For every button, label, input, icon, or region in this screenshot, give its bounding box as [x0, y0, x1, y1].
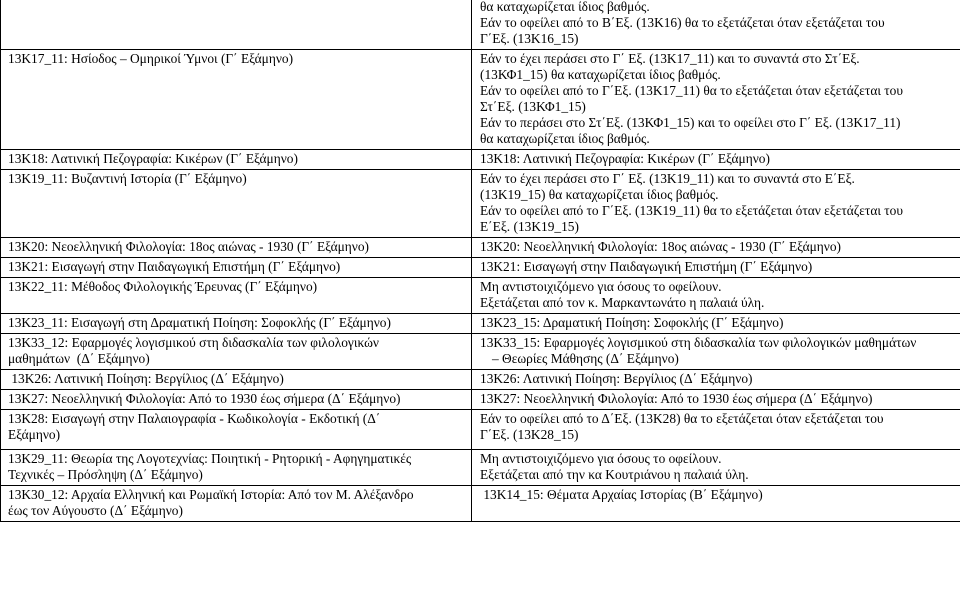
table-row [1, 314, 960, 334]
table-body [1, 0, 960, 522]
cell-text-line: Εάν το οφείλει από το Γ΄Εξ. (13Κ19_11) θα το εξετάζεται όταν εξετάζεται του [480, 203, 903, 218]
new-course-cell [472, 390, 960, 410]
new-course-cell [472, 334, 960, 370]
table-row [1, 450, 960, 486]
old-course-cell [1, 334, 472, 370]
old-course-cell [1, 314, 472, 334]
new-course-cell [472, 410, 960, 450]
cell-text-line: Εξετάζεται από τον κ. Μαρκαντωνάτο η παλαιά ύλη. [480, 295, 765, 310]
cell-text-line: έως τον Αύγουστο (Δ΄ Εξάμηνο) [8, 503, 183, 518]
cell-text-line: Εάν το περάσει στο Στ΄Εξ. (13ΚΦ1_15) και το οφείλει στο Γ΄ Εξ. (13Κ17_11) [480, 115, 901, 130]
old-course-cell [1, 0, 472, 50]
new-course-cell [472, 486, 960, 522]
new-course-cell [472, 150, 960, 170]
table-row [1, 390, 960, 410]
table-row [1, 334, 960, 370]
cell-text-line: 13Κ33_15: Εφαρμογές λογισμικού στη διδασκαλία των φιλολογικών μαθημάτων [480, 335, 917, 350]
cell-text-line: 13Κ27: Νεοελληνική Φιλολογία: Από το 1930 έως σήμερα (Δ΄ Εξάμηνο) [8, 391, 401, 406]
old-course-cell [1, 450, 472, 486]
new-course-cell [472, 238, 960, 258]
cell-text-line: 13Κ18: Λατινική Πεζογραφία: Κικέρων (Γ΄ Εξάμηνο) [480, 151, 770, 166]
cell-text-line: – Θεωρίες Μάθησης (Δ΄ Εξάμηνο) [492, 351, 679, 366]
cell-text-line: 13Κ26: Λατινική Ποίηση: Βεργίλιος (Δ΄ Εξάμηνο) [8, 371, 284, 386]
new-course-cell [472, 170, 960, 238]
cell-text-line: Εάν το οφείλει από το Γ΄Εξ. (13Κ17_11) θα το εξετάζεται όταν εξετάζεται του [480, 83, 903, 98]
cell-text-line: 13Κ30_12: Αρχαία Ελληνική και Ρωμαϊκή Ιστορία: Από τον Μ. Αλέξανδρο [8, 487, 414, 502]
cell-text-line: Ε΄Εξ. (13Κ19_15) [480, 219, 579, 234]
new-course-cell [472, 370, 960, 390]
table-row [1, 50, 960, 150]
cell-text-line: θα καταχωρίζεται ίδιος βαθμός. [480, 0, 650, 14]
cell-text-line: μαθημάτων (Δ΄ Εξάμηνο) [8, 351, 150, 366]
old-course-cell [1, 390, 472, 410]
new-course-cell [472, 0, 960, 50]
table-row [1, 486, 960, 522]
table-row [1, 0, 960, 50]
old-course-cell [1, 50, 472, 150]
cell-text-line: Εάν το οφείλει από το Β΄Εξ. (13Κ16) θα το εξετάζεται όταν εξετάζεται του [480, 15, 885, 30]
new-course-cell [472, 314, 960, 334]
new-course-cell [472, 278, 960, 314]
cell-text-line: Εξάμηνο) [8, 427, 61, 442]
table-row [1, 170, 960, 238]
cell-text-line: Μη αντιστοιχιζόμενο για όσους το οφείλουν. [480, 451, 722, 466]
table-row [1, 370, 960, 390]
old-course-cell [1, 150, 472, 170]
cell-text-line: 13Κ23_11: Εισαγωγή στη Δραματική Ποίηση: Σοφοκλής (Γ΄ Εξάμηνο) [8, 315, 391, 330]
cell-text-line: 13Κ22_11: Μέθοδος Φιλολογικής Έρευνας (Γ΄ Εξάμηνο) [8, 279, 318, 294]
cell-text-line: 13Κ14_15: Θέματα Αρχαίας Ιστορίας (Β΄ Εξάμηνο) [480, 487, 763, 502]
cell-text-line: 13Κ33_12: Εφαρμογές λογισμικού στη διδασκαλία των φιλολογικών [8, 335, 379, 350]
cell-text-line: 13Κ17_11: Ησίοδος – Ομηρικοί Ύμνοι (Γ΄ Εξάμηνο) [8, 51, 294, 66]
old-course-cell [1, 170, 472, 238]
cell-text-line: Γ΄Εξ. (13Κ16_15) [480, 31, 579, 46]
new-course-cell [472, 50, 960, 150]
cell-text-line: (13Κ19_15) θα καταχωρίζεται ίδιος βαθμός. [480, 187, 719, 202]
table-row [1, 410, 960, 450]
cell-text-line: 13Κ21: Εισαγωγή στην Παιδαγωγική Επιστήμη (Γ΄ Εξάμηνο) [8, 259, 341, 274]
cell-text-line: Εάν το οφείλει από το Δ΄Εξ. (13Κ28) θα το εξετάζεται όταν εξετάζεται του [480, 411, 884, 426]
cell-text-line: (13ΚΦ1_15) θα καταχωρίζεται ίδιος βαθμός. [480, 67, 721, 82]
table-row [1, 238, 960, 258]
cell-text-line: 13Κ20: Νεοελληνική Φιλολογία: 18ος αιώνας - 1930 (Γ΄ Εξάμηνο) [480, 239, 842, 254]
old-course-cell [1, 238, 472, 258]
cell-text-line: 13Κ29_11: Θεωρία της Λογοτεχνίας: Ποιητική - Ρητορική - Αφηγηματικές [8, 451, 412, 466]
table-row [1, 150, 960, 170]
cell-text-line: 13Κ27: Νεοελληνική Φιλολογία: Από το 1930 έως σήμερα (Δ΄ Εξάμηνο) [480, 391, 873, 406]
cell-text-line: Τεχνικές – Πρόσληψη (Δ΄ Εξάμηνο) [8, 467, 203, 482]
old-course-cell [1, 370, 472, 390]
cell-text-line: 13Κ18: Λατινική Πεζογραφία: Κικέρων (Γ΄ Εξάμηνο) [8, 151, 298, 166]
cell-text-line: 13Κ19_11: Βυζαντινή Ιστορία (Γ΄ Εξάμηνο) [8, 171, 247, 186]
old-course-cell [1, 278, 472, 314]
cell-text-line: Εξετάζεται από την κα Κουτριάνου η παλαιά ύλη. [480, 467, 749, 482]
cell-text-line: Γ΄Εξ. (13Κ28_15) [480, 427, 579, 442]
cell-text-line: 13Κ26: Λατινική Ποίηση: Βεργίλιος (Δ΄ Εξάμηνο) [480, 371, 753, 386]
old-course-cell [1, 410, 472, 450]
cell-text-line: 13Κ23_15: Δραματική Ποίηση: Σοφοκλής (Γ΄ Εξάμηνο) [480, 315, 784, 330]
new-course-cell [472, 258, 960, 278]
cell-text-line: Στ΄Εξ. (13ΚΦ1_15) [480, 99, 586, 114]
cell-text-line: Εάν το έχει περάσει στο Γ΄ Εξ. (13Κ17_11) και το συναντά στο Στ΄Εξ. [480, 51, 860, 66]
table-row [1, 278, 960, 314]
old-course-cell [1, 258, 472, 278]
cell-text-line: Μη αντιστοιχιζόμενο για όσους το οφείλουν. [480, 279, 722, 294]
cell-text-line: 13Κ20: Νεοελληνική Φιλολογία: 18ος αιώνας - 1930 (Γ΄ Εξάμηνο) [8, 239, 370, 254]
old-course-cell [1, 486, 472, 522]
cell-text-line: θα καταχωρίζεται ίδιος βαθμός. [480, 131, 650, 146]
cell-text-line: 13Κ28: Εισαγωγή στην Παλαιογραφία - Κωδικολογία - Εκδοτική (Δ΄ [8, 411, 381, 426]
cell-text-line: 13Κ21: Εισαγωγή στην Παιδαγωγική Επιστήμη (Γ΄ Εξάμηνο) [480, 259, 813, 274]
new-course-cell [472, 450, 960, 486]
table-row [1, 258, 960, 278]
cell-text-line: Εάν το έχει περάσει στο Γ΄ Εξ. (13Κ19_11) και το συναντά στο Ε΄Εξ. [480, 171, 855, 186]
